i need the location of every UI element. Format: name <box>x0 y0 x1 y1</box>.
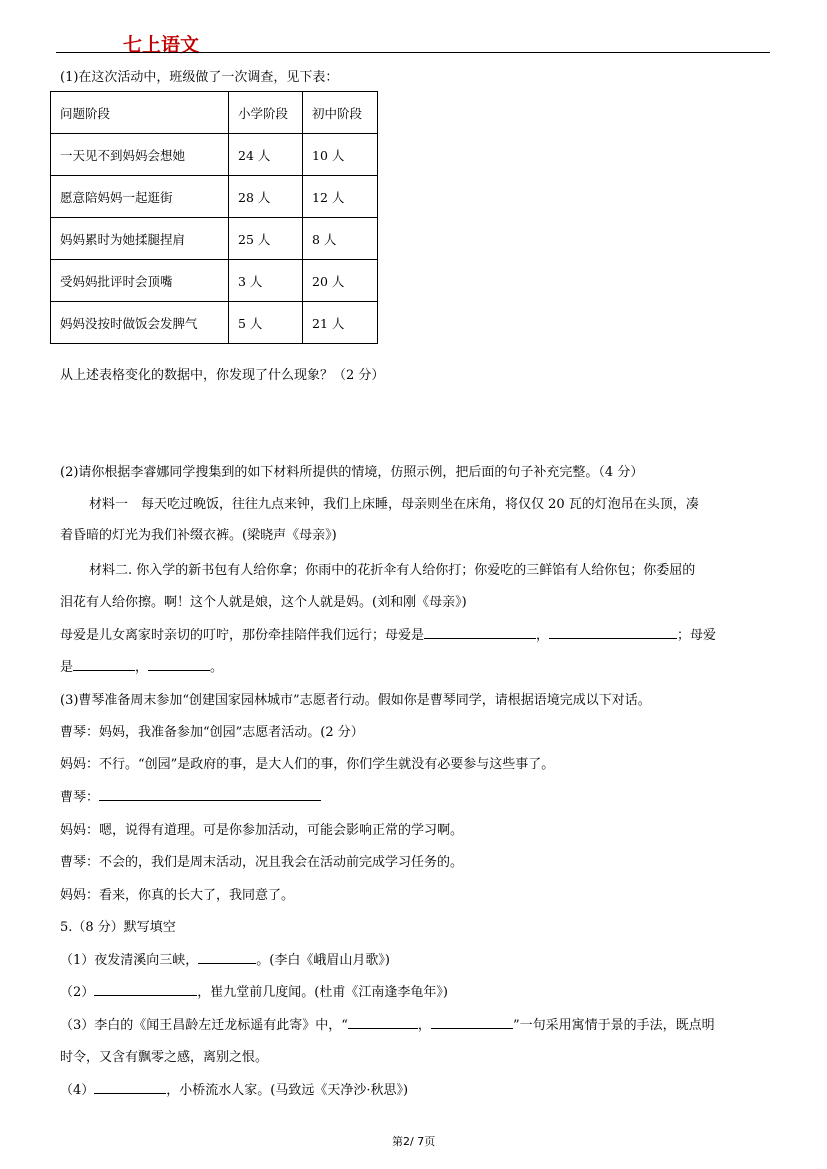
page-header-title: 七上语文 <box>123 34 200 56</box>
table-cell: 5 人 <box>229 302 303 344</box>
answer-blank[interactable] <box>424 625 536 639</box>
q5-item-1-source: 。(李白《峨眉山月歌》) <box>256 953 390 968</box>
table-cell: 愿意陪妈妈一起逛街 <box>51 176 229 218</box>
table-cell: 25 人 <box>229 218 303 260</box>
q5-item-3-line-2: 时令，又含有飘零之感，离别之恨。 <box>60 1050 269 1065</box>
q2-sentence-line-2 <box>60 656 223 675</box>
answer-blank[interactable] <box>431 1015 513 1029</box>
table-cell: 妈妈累时为她揉腿捏肩 <box>51 218 229 260</box>
answer-blank[interactable] <box>549 625 677 639</box>
table-cell: 28 人 <box>229 176 303 218</box>
dialogue-line: 曹琴：不会的，我们是周末活动，况且我会在活动前完成学习任务的。 <box>60 855 464 870</box>
table-cell: 12 人 <box>303 176 378 218</box>
q5-item-2 <box>60 981 448 1000</box>
header-divider <box>56 52 770 53</box>
comma: ， <box>536 628 550 643</box>
period: 。 <box>210 660 224 675</box>
comma: ， <box>135 660 149 675</box>
table-header-row <box>51 92 378 134</box>
q5-item-3-text: （3）李白的《闻王昌龄左迁龙标遥有此寄》中，“ <box>60 1018 348 1033</box>
table-cell: 10 人 <box>303 134 378 176</box>
answer-blank[interactable] <box>99 787 321 801</box>
dialogue-line: 妈妈：不行。“创园”是政府的事，是大人们的事，你们学生就没有必要参与这些事了。 <box>60 757 555 772</box>
q5-item-2-text: ，崔九堂前几度闻。(杜甫《江南逢李龟年》) <box>197 985 448 1000</box>
table-row <box>51 302 378 344</box>
dialogue-line: 曹琴：妈妈，我准备参加“创园”志愿者活动。(2 分） <box>60 725 364 740</box>
table-cell: 受妈妈批评时会顶嘴 <box>51 260 229 302</box>
q1-intro: (1)在这次活动中，班级做了一次调查，见下表： <box>60 70 339 85</box>
comma: ， <box>417 1018 431 1033</box>
page-number: 第2/ 7页 <box>392 1135 436 1148</box>
q2-sentence-start: 母爱是儿女离家时亲切的叮咛，那份牵挂陪伴我们远行；母爱是 <box>60 628 425 643</box>
table-header-cell: 初中阶段 <box>303 92 378 134</box>
q2-prompt: (2)请你根据李睿娜同学搜集到的如下材料所提供的情境，仿照示例，把后面的句子补充完整。（4 分） <box>60 465 644 480</box>
table-cell: 24 人 <box>229 134 303 176</box>
table-cell: 妈妈没按时做饭会发脾气 <box>51 302 229 344</box>
table-header-cell: 小学阶段 <box>229 92 303 134</box>
table-row <box>51 218 378 260</box>
q5-item-4-number: （4） <box>60 1083 95 1098</box>
table-cell: 3 人 <box>229 260 303 302</box>
answer-blank[interactable] <box>348 1015 418 1029</box>
material-2-line-2: 泪花有人给你擦。啊！这个人就是娘，这个人就是妈。(刘和刚《母亲》) <box>60 595 467 610</box>
answer-blank[interactable] <box>198 950 256 964</box>
speaker-caoqin: 曹琴： <box>60 790 100 805</box>
q2-sentence-line-1 <box>60 624 716 643</box>
material-1-line-2: 着昏暗的灯光为我们补缀衣裤。(梁晓声《母亲》) <box>60 528 337 543</box>
table-row <box>51 176 378 218</box>
material-1-line-1: 材料一 每天吃过晚饭，往往九点来钟，我们上床睡，母亲则坐在床角，将仅仅 20 瓦的灯泡吊在头顶，凑 <box>89 497 699 512</box>
q5-item-1-text: （1）夜发清溪向三峡， <box>60 953 199 968</box>
table-cell: 21 人 <box>303 302 378 344</box>
answer-blank[interactable] <box>94 982 197 996</box>
table-row <box>51 134 378 176</box>
q5-item-4-text: ，小桥流水人家。(马致远《天净沙·秋思》) <box>166 1083 409 1098</box>
table-cell: 一天见不到妈妈会想她 <box>51 134 229 176</box>
q2-shi: 是 <box>60 660 74 675</box>
q5-item-2-number: （2） <box>60 985 95 1000</box>
q1-question: 从上述表格变化的数据中，你发现了什么现象？（2 分） <box>60 368 385 383</box>
answer-blank[interactable] <box>148 657 210 671</box>
table-cell: 20 人 <box>303 260 378 302</box>
table-cell: 8 人 <box>303 218 378 260</box>
semicolon-continuation: ；母爱 <box>677 628 717 643</box>
dialogue-line: 妈妈：嗯，说得有道理。可是你参加活动，可能会影响正常的学习啊。 <box>60 823 464 838</box>
answer-blank[interactable] <box>73 657 135 671</box>
q5-item-3-continuation: ”一句采用寓情于景的手法，既点明 <box>512 1018 715 1033</box>
q3-prompt: (3)曹琴准备周末参加“创建国家园林城市”志愿者行动。假如你是曹琴同学，请根据语境完成以下对话。 <box>60 693 651 708</box>
dialogue-line: 妈妈：看来，你真的长大了，我同意了。 <box>60 888 295 903</box>
table-header-cell: 问题阶段 <box>51 92 229 134</box>
table-row <box>51 260 378 302</box>
survey-table <box>50 91 378 344</box>
dialogue-line-answer <box>60 786 321 805</box>
q5-item-1 <box>60 949 390 968</box>
q5-item-4 <box>60 1079 408 1098</box>
answer-blank[interactable] <box>94 1080 166 1094</box>
q5-item-3 <box>60 1014 715 1033</box>
q5-title: 5.（8 分）默写填空 <box>60 920 176 935</box>
material-2-line-1: 材料二. 你入学的新书包有人给你拿；你雨中的花折伞有人给你打；你爱吃的三鲜馅有人给你包；你委屈的 <box>89 563 696 578</box>
